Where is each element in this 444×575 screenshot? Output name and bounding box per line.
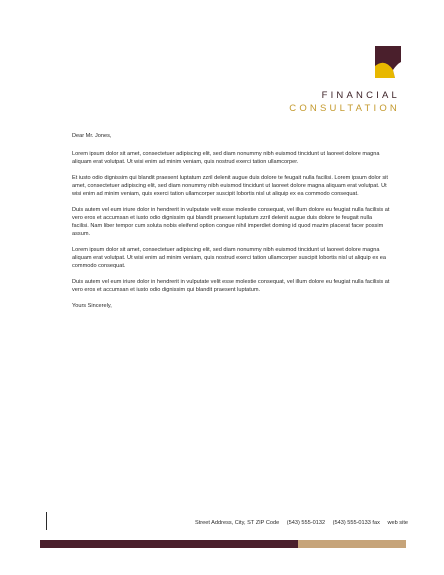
footer-web: web site (387, 520, 408, 526)
paragraph: Lorem ipsum dolor sit amet, consectetuer adipiscing elit, sed diam nonummy nibh euismod tincidunt ut laoreet dolore magna aliquam erat volutpat. Ut wisi enim ad minim veniam, quis nostrud exerci tation ullamcorper. (72, 151, 380, 165)
footer-address: Street Address, City, ST ZIP Code (194, 520, 280, 526)
paragraph: Duis autem vel eum iriure dolor in hendrerit in vulputate velit esse molestie consequat, vel illum dolore eu feugiat nulla facilisis at vero eros et accumsan et iusto odio dignissim qui blandit praesent luptatum. (72, 279, 390, 293)
closing: Yours Sincerely, (72, 303, 112, 309)
paragraph: Duis autem vel eum iriure dolor in hendrerit in vulputate velit esse molestie consequat, vel illum dolore eu feugiat nulla facilisis at vero eros et accumsan et iusto odio dignissim qui blandit praesent luptatum zzril delenit augue duis dolore te feugait nulla facilisi. Nam liber tempor cum soluta nobis eleifend option congue nihil imperdiet doming id quod mazim placerat facer possim assum. (72, 207, 390, 237)
brand-name-line2: CONSULTATION (289, 103, 400, 114)
footer-contact (156, 520, 408, 526)
footer-bar-gold (298, 540, 406, 548)
paragraph: Et iusto odio dignissim qui blandit praesent luptatum zzril delenit augue duis dolore te feugait nulla facilisi. Lorem ipsum dolor sit amet, consectetuer adipiscing elit, sed diam nonummy nibh euismod tincidunt ut laoreet dolore magna aliquam erat volutpat. Ut wisi enim ad minim veniam, quis exerci tation ullamcorper suscipit lobortis nisl ut aliquip ex ea commodo consequat. (72, 175, 388, 197)
brand-name-line1: FINANCIAL (321, 90, 400, 101)
footer-bar-dark (40, 540, 298, 548)
paragraph: Lorem ipsum dolor sit amet, consectetuer adipiscing elit, sed diam nonummy nibh euismod tincidunt ut laoreet dolore magna aliquam erat volutpat. Ut wisi enim ad minim veniam, quis nostrud exerci tation ullamcorper suscipit lobortis nisl ut aliquip ex ea commodo consequat. (72, 247, 387, 269)
footer-fax: (543) 555-0133 fax (332, 520, 380, 526)
footer-divider (46, 512, 47, 530)
logo-icon (375, 46, 401, 78)
letter-body (72, 132, 390, 318)
footer-phone: (543) 555-0132 (286, 520, 326, 526)
salutation: Dear Mr. Jones, (72, 133, 112, 139)
